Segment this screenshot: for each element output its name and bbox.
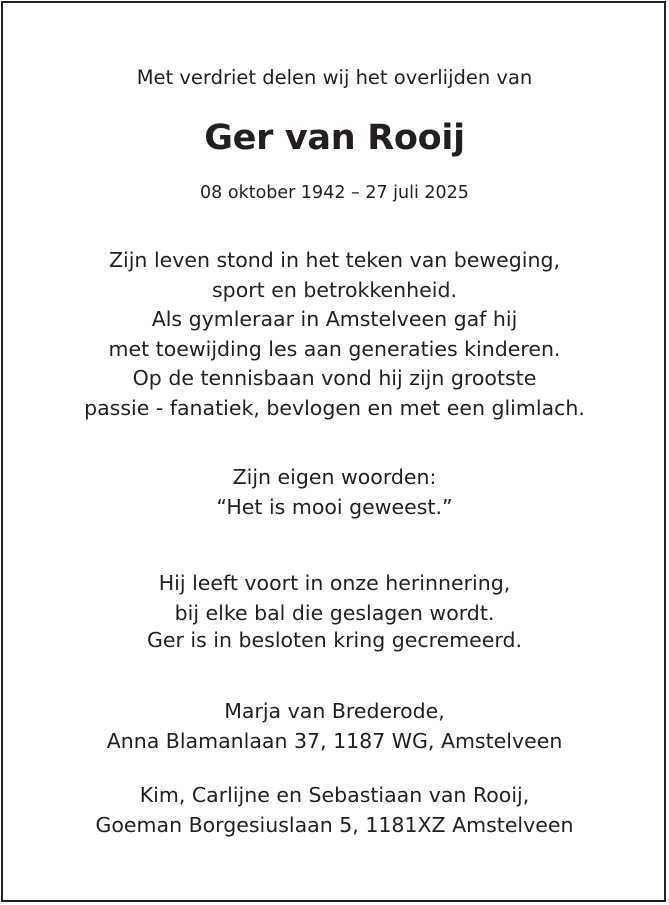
tribute-line: Zijn leven stond in het teken van beweging,	[109, 248, 560, 272]
own-words-paragraph	[0, 463, 669, 522]
contact-block	[0, 697, 669, 756]
tribute-line: passie - fanatiek, bevlogen en met een glimlach.	[84, 395, 585, 420]
life-dates	[0, 180, 669, 206]
intro-line: Met verdriet delen wij het overlijden van	[136, 66, 533, 89]
contact-address: Goeman Borgesiuslaan 5, 1181XZ Amstelveen	[95, 812, 574, 837]
tribute-line: Als gymleraar in Amstelveen gaf hij	[151, 307, 518, 331]
name-line: Ger van Rooij	[204, 118, 465, 158]
contact-block	[0, 781, 669, 840]
memory-line: bij elke bal die geslagen wordt.	[174, 600, 495, 625]
contact-names: Marja van Brederode,	[224, 699, 445, 723]
tribute-line: Op de tennisbaan vond hij zijn grootste	[132, 366, 537, 390]
tribute-line: met toewijding les aan generaties kinderen.	[108, 336, 561, 361]
own-words-quote: “Het is mooi geweest.”	[216, 494, 453, 519]
intro-text	[0, 64, 669, 92]
memory-line: Hij leeft voort in onze herinnering,	[158, 571, 511, 595]
contact-address: Anna Blamanlaan 37, 1187 WG, Amstelveen	[106, 728, 563, 753]
memory-paragraph	[0, 569, 669, 628]
dates-line: 08 oktober 1942 – 27 juli 2025	[200, 183, 469, 203]
tribute-paragraph	[0, 246, 669, 423]
cremation-line: Ger is in besloten kring gecremeerd.	[146, 628, 523, 652]
contact-names: Kim, Carlijne en Sebastiaan van Rooij,	[139, 783, 530, 807]
deceased-name	[0, 113, 669, 163]
own-words-line: Zijn eigen woorden:	[232, 465, 437, 489]
cremation-paragraph	[0, 626, 669, 656]
tribute-line: sport en betrokkenheid.	[212, 277, 457, 302]
